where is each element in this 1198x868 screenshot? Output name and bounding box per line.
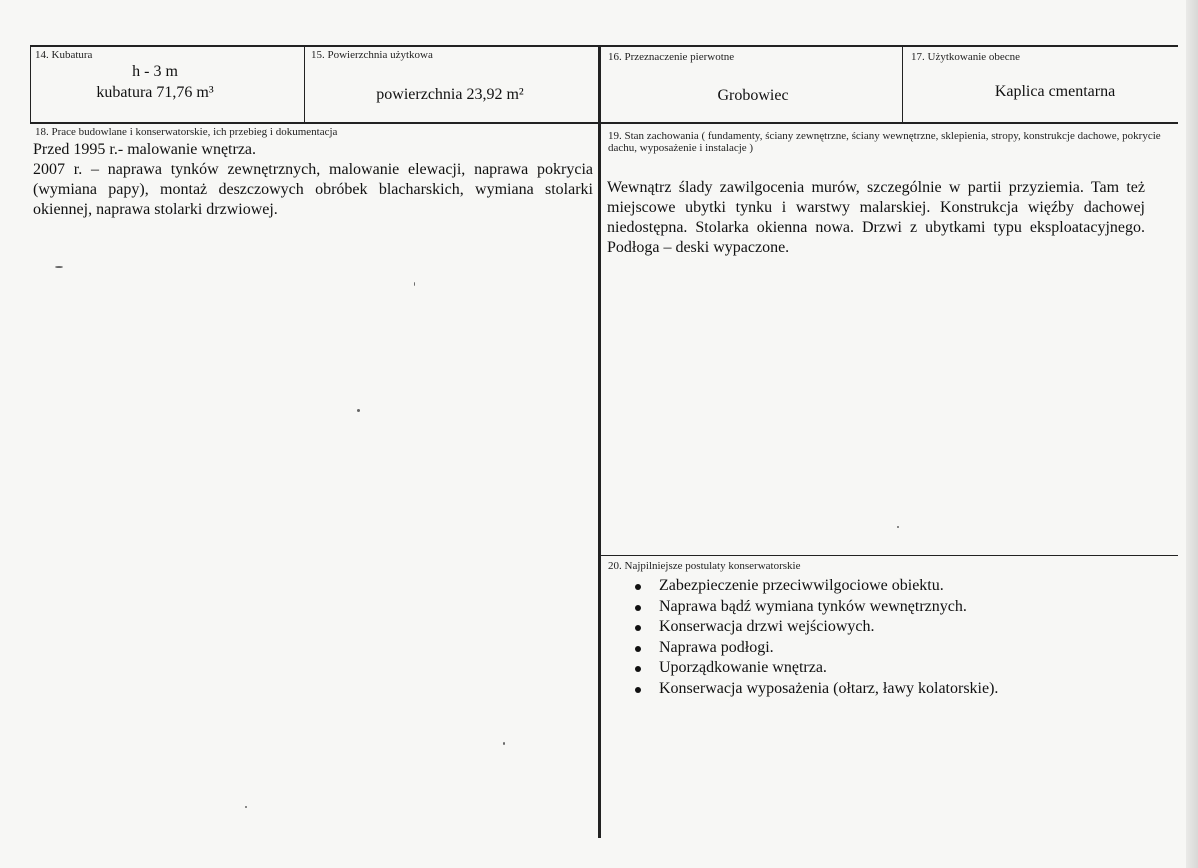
- przeznaczenie-value: Grobowiec: [717, 87, 789, 104]
- postulaty-label: 20. Najpilniejsze postulaty konserwatorskie: [608, 560, 801, 572]
- scan-speck: [55, 266, 63, 268]
- stan-zachowania-label: 19. Stan zachowania ( fundamenty, ściany zewnętrzne, ściany wewnętrzne, sklepienia, stropy, konstrukcje dachowe, pokrycie dachu, wyposażenie i instalacje ): [608, 130, 1161, 154]
- height-value: h - 3 m: [132, 63, 178, 80]
- prace-budowlane-label: 18. Prace budowlane i konserwatorskie, ich przebieg i dokumentacja: [35, 126, 338, 138]
- postulat-item: Naprawa bądź wymiana tynków wewnętrznych.: [607, 597, 1167, 618]
- mid-border-line: [30, 122, 1178, 124]
- bullet-icon: [635, 625, 641, 631]
- uzytkowanie-label: 17. Użytkowanie obecne: [911, 51, 1021, 63]
- cell20-top-line: [600, 555, 1178, 556]
- uzytkowanie-value: Kaplica cmentarna: [994, 83, 1116, 100]
- przeznaczenie-label: 16. Przeznaczenie pierwotne: [608, 51, 735, 63]
- postulat-item: Naprawa podłogi.: [607, 638, 1167, 659]
- prace-paragraph-1: Przed 1995 r.- malowanie wnętrza.: [33, 141, 257, 158]
- kubatura-value: kubatura 71,76 m³: [96, 84, 214, 101]
- postulat-item: Konserwacja drzwi wejściowych.: [607, 617, 1167, 638]
- left-border-line: [30, 45, 31, 124]
- top-border-line: [30, 45, 1178, 47]
- divider-16-17: [902, 45, 903, 124]
- scan-speck: [897, 526, 899, 528]
- scan-speck: [414, 282, 415, 286]
- powierzchnia-value: powierzchnia 23,92 m²: [376, 86, 524, 103]
- scan-speck: [357, 409, 360, 412]
- scan-speck: [245, 806, 247, 808]
- stan-zachowania-text: Wewnątrz ślady zawilgocenia murów, szczególnie w partii przyziemia. Tam też miejscowe ubytki tynku i warstwy malarskiej. Konstrukcja więźby dachowej niedostępna. Stolarka okienna nowa. Drzwi z ubytkami typu eksploatacyjnego. Podłoga – deski wypaczone.: [607, 179, 1145, 256]
- bullet-icon: [635, 666, 641, 672]
- prace-budowlane-text: [33, 140, 593, 220]
- postulaty-list: [607, 576, 1167, 699]
- bullet-icon: [635, 646, 641, 652]
- center-divider-line: [598, 45, 601, 838]
- prace-paragraph-2: 2007 r. – naprawa tynków zewnętrznych, malowanie elewacji, naprawa pokrycia (wymiana papy), montaż deszczowych obróbek blacharskich, wymiana stolarki okiennej, naprawa stolarki drzwiowej.: [33, 161, 593, 218]
- kubatura-label: 14. Kubatura: [35, 49, 93, 61]
- postulat-item: Zabezpieczenie przeciwwilgociowe obiektu.: [607, 576, 1167, 597]
- scan-speck: [503, 742, 505, 745]
- scan-edge: [1186, 0, 1198, 868]
- divider-14-15: [304, 45, 305, 124]
- bullet-icon: [635, 584, 641, 590]
- postulat-item: Konserwacja wyposażenia (ołtarz, ławy kolatorskie).: [607, 679, 1167, 700]
- bullet-icon: [635, 605, 641, 611]
- bullet-icon: [635, 687, 641, 693]
- powierzchnia-label: 15. Powierzchnia użytkowa: [311, 49, 433, 61]
- postulat-item: Uporządkowanie wnętrza.: [607, 658, 1167, 679]
